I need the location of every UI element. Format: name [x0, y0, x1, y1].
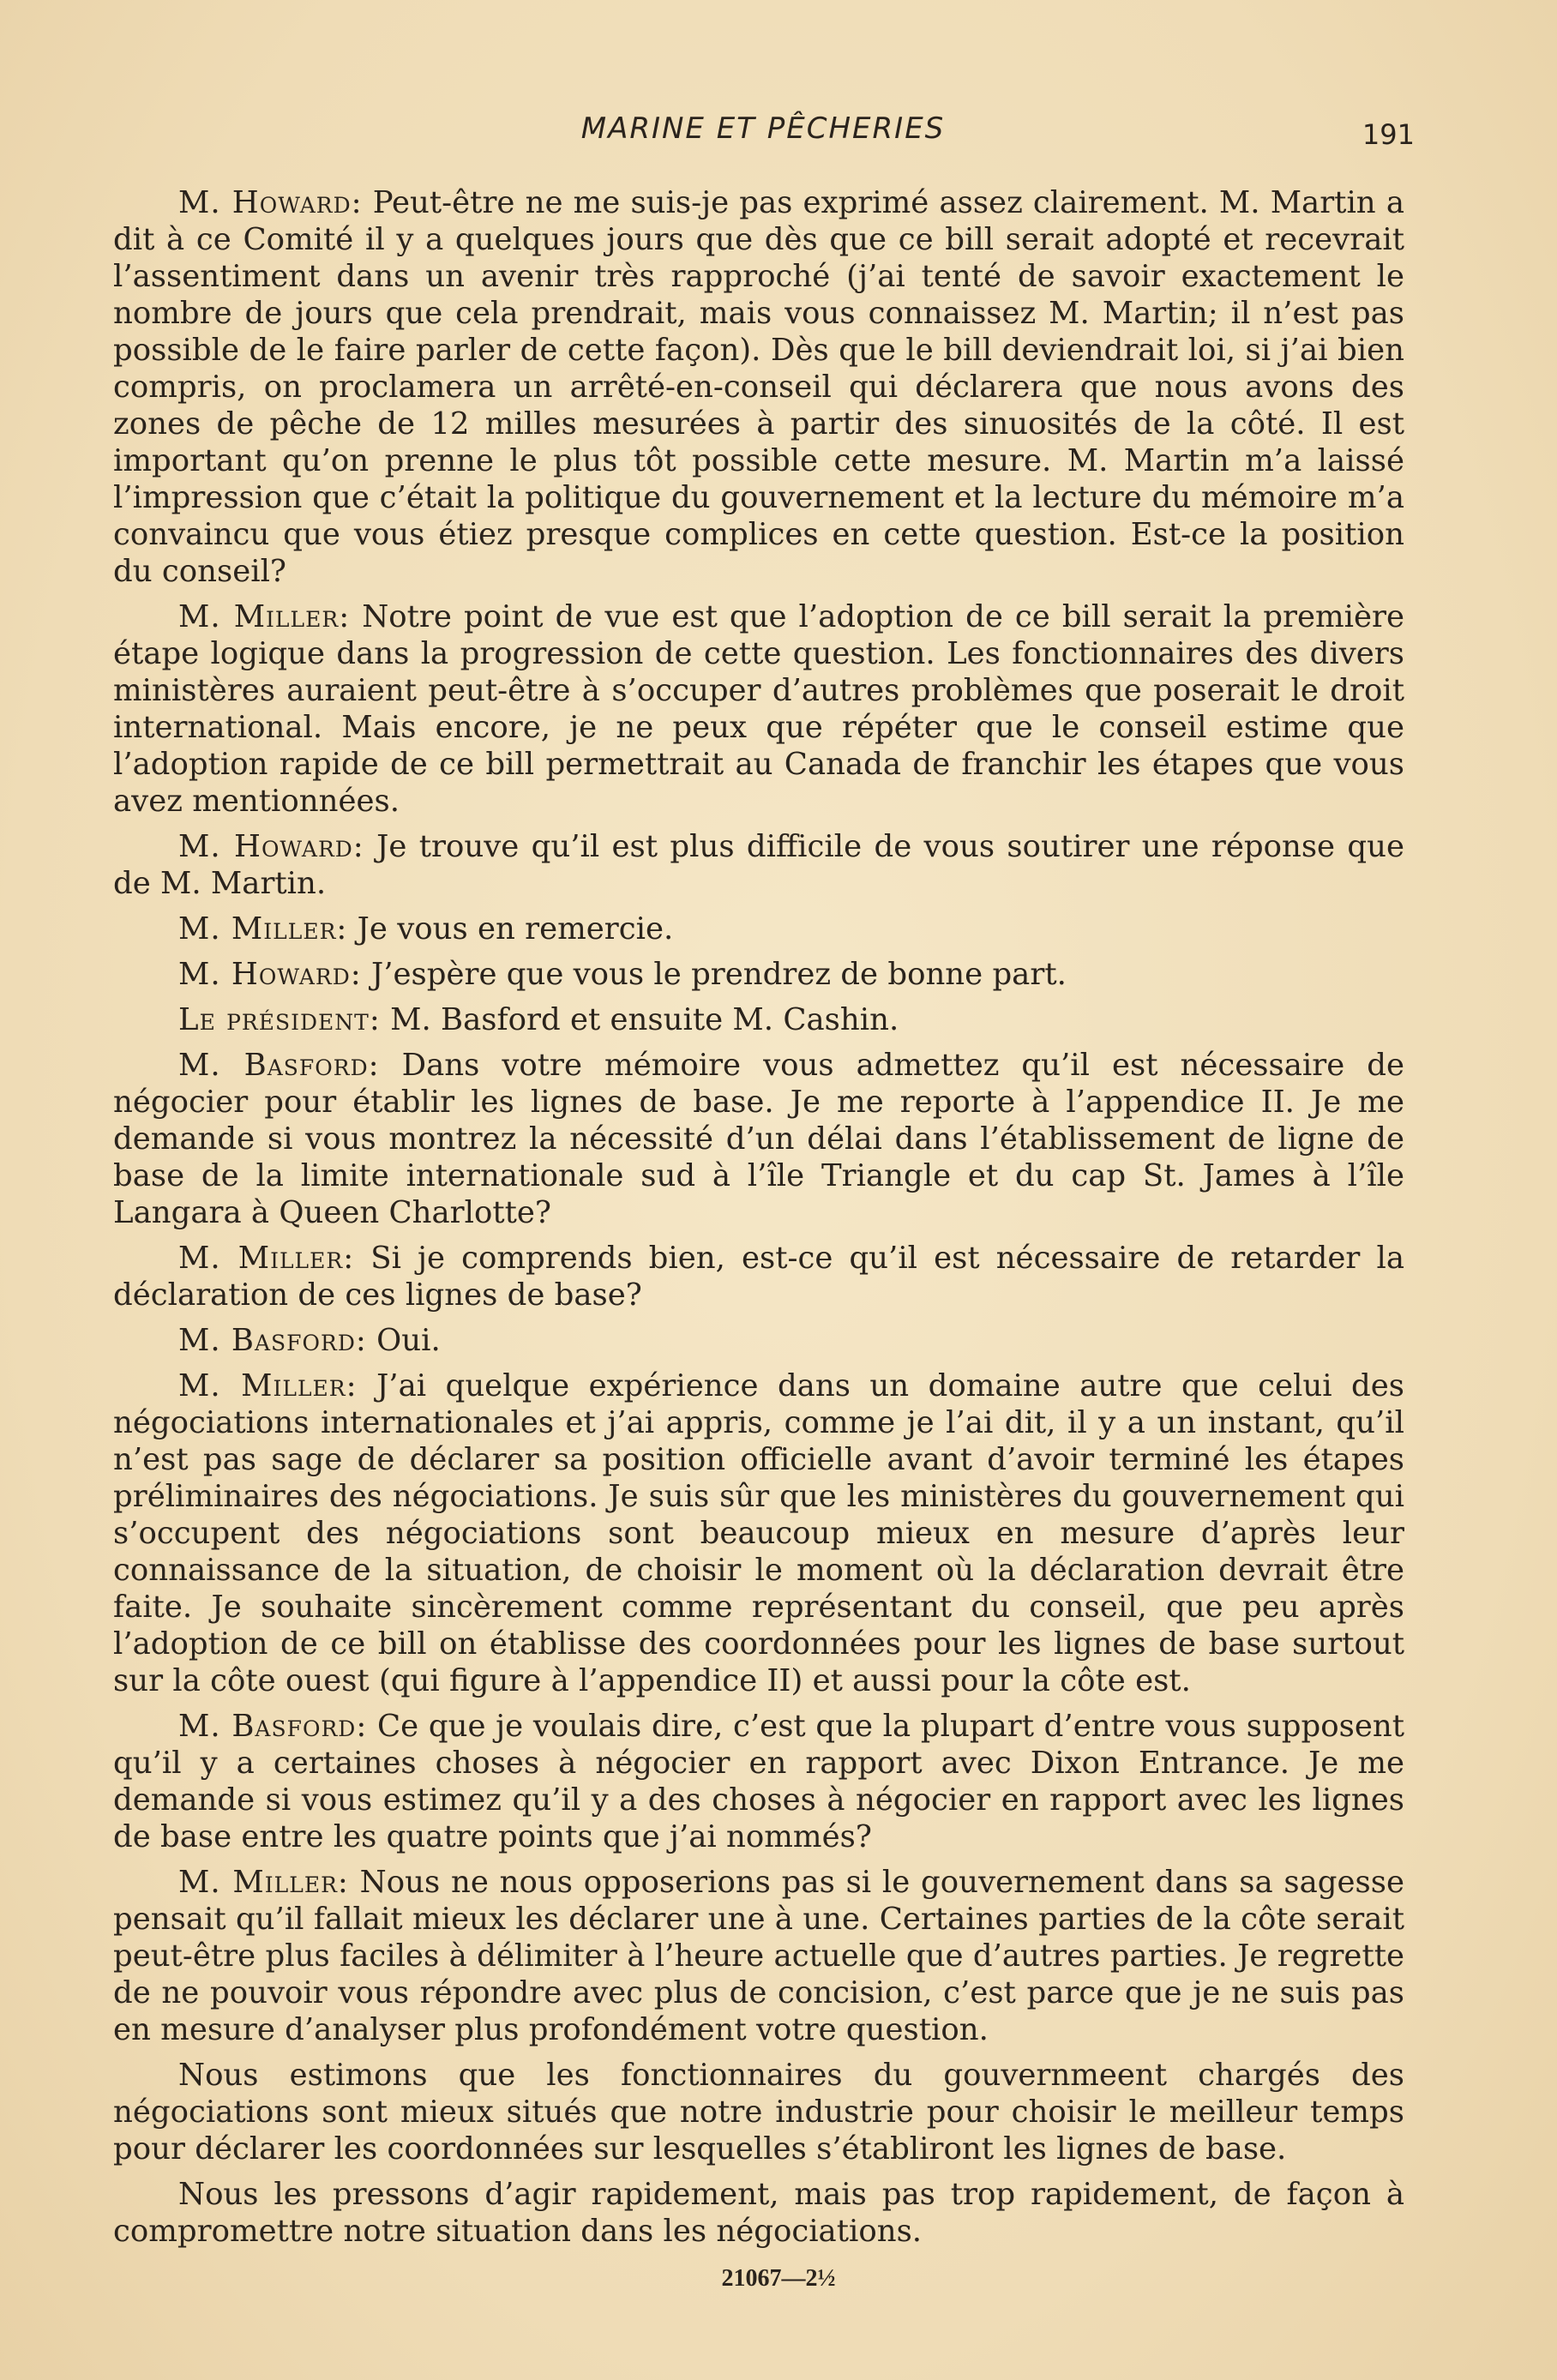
page-header: [111, 111, 1415, 163]
paragraph: [113, 1047, 1404, 1231]
speaker-name: M. Basford:: [178, 1048, 380, 1083]
paragraph: [113, 1322, 1404, 1359]
paragraph-text: Nous estimons que les fonctionnaires du gouvernmeent chargés des négociations sont mieux situés que notre industrie pour choisir le meilleur temps pour déclarer les coordonnées sur lesquelles s’établiront les lignes de base.: [113, 2058, 1404, 2167]
speaker-name: Le président:: [178, 1002, 381, 1037]
paragraph-text: M. Basford et ensuite M. Cashin.: [380, 1002, 899, 1037]
paragraph-text: Nous ne nous opposerions pas si le gouvernement dans sa sagesse pensait qu’il fallait mieux les déclarer une à une. Certaines parties de la côte serait peut-être plus faciles à délimiter à l’heure actuelle que d’autres parties. Je regrette de ne pouvoir vous répondre avec plus de concision, c’est parce que je ne suis pas en mesure d’analyser plus profondément votre question.: [113, 1865, 1404, 2047]
paragraph: [113, 956, 1404, 993]
paragraph: [113, 1001, 1404, 1038]
speaker-name: M. Miller:: [178, 599, 351, 634]
speaker-name: M. Miller:: [178, 1865, 349, 1900]
paragraph-text: Je trouve qu’il est plus difficile de vous soutirer une réponse que de M. Martin.: [113, 829, 1404, 901]
speaker-name: M. Miller:: [178, 911, 348, 947]
speaker-name: M. Basford:: [178, 1709, 368, 1744]
paragraph-text: Peut-être ne me suis-je pas exprimé assez clairement. M. Martin a dit à ce Comité il y a quelques jours que dès que ce bill serait adopté et recevrait l’assentiment dans un avenir très rapproché (j’ai tenté de savoir exactement le nombre de jours que cela prendrait, mais vous connaissez M. Martin; il n’est pas possible de le faire parler de cette façon). Dès que le bill deviendrait loi, si j’ai bien compris, on proclamera un arrêté-en-conseil qui déclarera que nous avons des zones de pêche de 12 milles mesurées à partir des sinuosités de la côté. Il est important qu’on prenne le plus tôt possible cette mesure. M. Martin m’a laissé l’impression que c’était la politique du gouvernement et la lecture du mémoire m’a convaincu que vous étiez presque complices en cette question. Est-ce la position du conseil?: [113, 185, 1404, 589]
paragraph-text: Je vous en remercie.: [347, 911, 674, 947]
paragraph: [113, 184, 1404, 590]
running-title: MARINE ET PÊCHERIES: [580, 111, 946, 146]
paragraph-text: Si je comprends bien, est-ce qu’il est nécessaire de retarder la déclaration de ces lignes de base?: [113, 1241, 1404, 1313]
printer-signature: 21067—2½: [721, 2265, 836, 2292]
paragraph: [113, 1864, 1404, 2048]
paragraph: [113, 2057, 1404, 2167]
speaker-name: M. Miller:: [178, 1368, 358, 1403]
speaker-name: M. Miller:: [178, 1241, 355, 1276]
paragraph-text: J’ai quelque expérience dans un domaine autre que celui des négociations internationales et j’ai appris, comme je l’ai dit, il y a un instant, qu’il n’est pas sage de déclarer sa position officielle avant d’avoir terminé les étapes préliminaires des négociations. Je suis sûr que les ministères du gouvernement qui s’occupent des négociations sont beaucoup mieux en mesure d’après leur connaissance de la situation, de choisir le moment où la déclaration devrait être faite. Je souhaite sincèrement comme représentant du conseil, que peu après l’adoption de ce bill on établisse des coordonnées pour les lignes de base surtout sur la côte ouest (qui figure à l’appendice II) et aussi pour la côte est.: [113, 1368, 1404, 1698]
paragraph-text: Dans votre mémoire vous admettez qu’il est nécessaire de négocier pour établir les lignes de base. Je me reporte à l’appendice II. Je me demande si vous montrez la nécessité d’un délai dans l’établissement de ligne de base de la limite internationale sud à l’île Triangle et du cap St. James à l’île Langara à Queen Charlotte?: [113, 1048, 1404, 1230]
page-number: 191: [1362, 118, 1415, 151]
speaker-name: M. Howard:: [178, 829, 364, 864]
paragraph-text: Nous les pressons d’agir rapidement, mais pas trop rapidement, de façon à compromettre notre situation dans les négociations.: [113, 2177, 1404, 2249]
paragraph: [113, 1367, 1404, 1699]
paragraph: [113, 598, 1404, 820]
paragraph: [113, 911, 1404, 947]
body-text: [113, 184, 1404, 2258]
speaker-name: M. Basford:: [178, 1323, 367, 1358]
paragraph: [113, 2176, 1404, 2250]
paragraph-text: Notre point de vue est que l’adoption de ce bill serait la première étape logique dans la progression de cette question. Les fonctionnaires des divers ministères auraient peut-être à s’occuper d’autres problèmes que poserait le droit international. Mais encore, je ne peux que répéter que le conseil estime que l’adoption rapide de ce bill permettrait au Canada de franchir les étapes que vous avez mentionnées.: [113, 599, 1404, 819]
speaker-name: M. Howard:: [178, 185, 363, 220]
paragraph-text: Ce que je voulais dire, c’est que la plupart d’entre vous supposent qu’il y a certaines choses à négocier en rapport avec Dixon Entrance. Je me demande si vous estimez qu’il y a des choses à négocier en rapport avec les lignes de base entre les quatre points que j’ai nommés?: [113, 1709, 1404, 1854]
paragraph: [113, 1708, 1404, 1855]
paragraph-text: J’espère que vous le prendrez de bonne part.: [361, 957, 1067, 992]
paragraph: [113, 1240, 1404, 1313]
paragraph: [113, 828, 1404, 902]
speaker-name: M. Howard:: [178, 957, 362, 992]
paragraph-text: Oui.: [366, 1323, 441, 1358]
